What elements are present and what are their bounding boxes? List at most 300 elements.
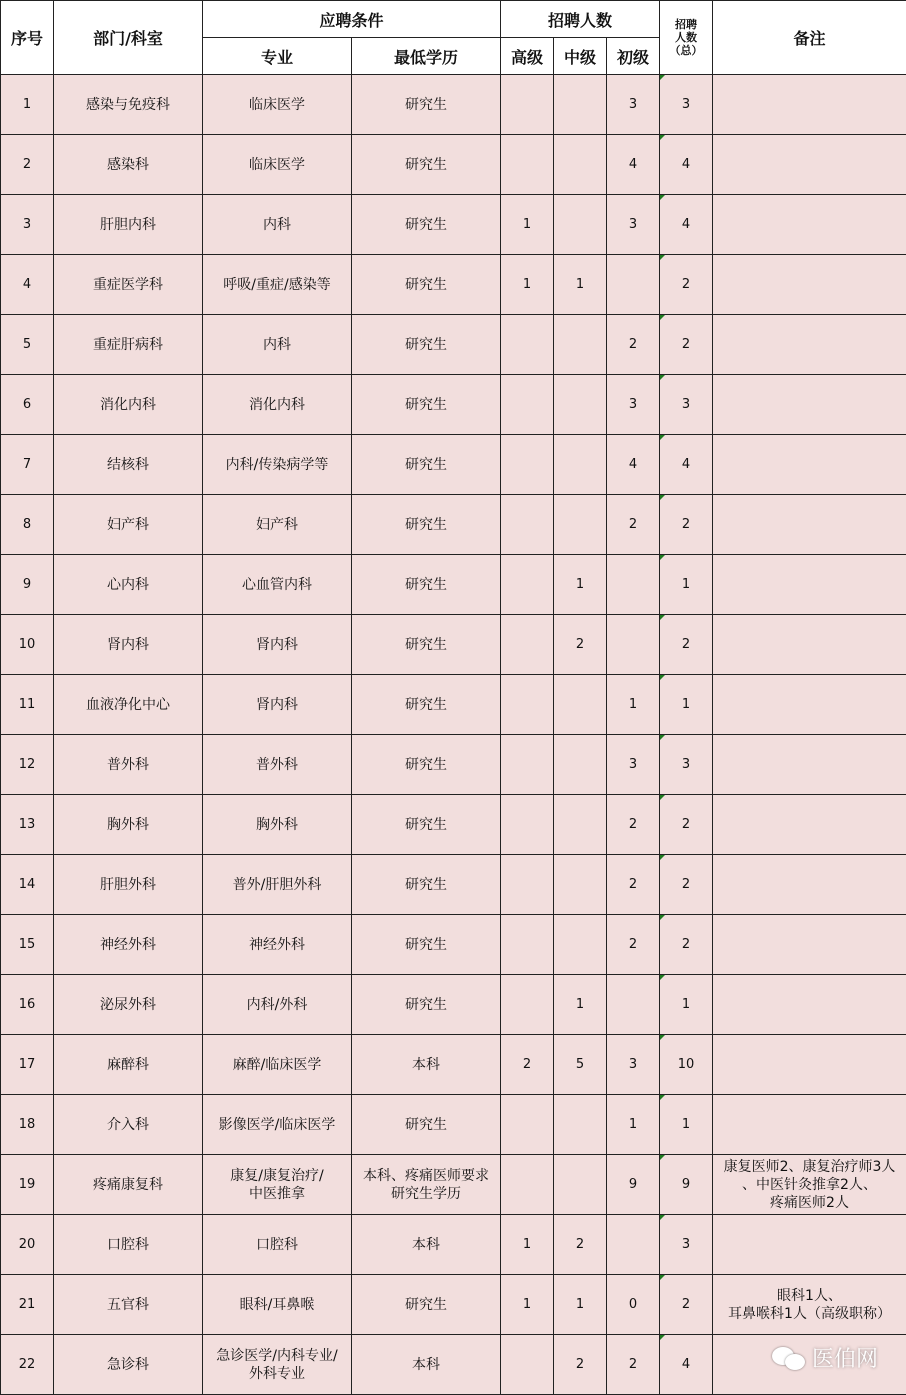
cell-junior (607, 855, 660, 915)
cell-middle (554, 615, 607, 675)
cell-education (352, 75, 501, 135)
cell-major (203, 1155, 352, 1215)
cell-major (203, 75, 352, 135)
table-row (1, 195, 906, 255)
cell-total (660, 1215, 713, 1275)
cell-remarks (713, 435, 906, 495)
cell-dept (54, 195, 203, 255)
cell-major (203, 195, 352, 255)
cell-senior (501, 555, 554, 615)
cell-middle-text: 2 (575, 636, 585, 652)
cell-comment-marker (660, 1035, 665, 1040)
cell-seq-text: 2 (22, 156, 32, 172)
cell-major-text: 内科/外科 (246, 996, 308, 1013)
cell-total-text: 2 (681, 936, 691, 952)
cell-junior (607, 795, 660, 855)
cell-junior (607, 195, 660, 255)
table-row (1, 1155, 906, 1215)
cell-total (660, 75, 713, 135)
cell-senior-text: 2 (522, 1056, 532, 1072)
cell-comment-marker (660, 1095, 665, 1100)
cell-education-text: 研究生 (405, 696, 447, 713)
cell-dept-text: 神经外科 (100, 936, 156, 953)
table-row (1, 75, 906, 135)
cell-seq-text: 15 (18, 936, 36, 952)
cell-remarks (713, 615, 906, 675)
cell-education (352, 975, 501, 1035)
cell-senior-text: 1 (522, 1296, 532, 1312)
cell-seq (1, 855, 54, 915)
cell-junior (607, 615, 660, 675)
cell-total (660, 1035, 713, 1095)
cell-education-text: 研究生 (405, 516, 447, 533)
cell-dept-text: 消化内科 (100, 396, 156, 413)
cell-seq-text: 12 (18, 756, 36, 772)
cell-total-text: 1 (681, 1116, 691, 1132)
cell-remarks (713, 975, 906, 1035)
cell-major (203, 555, 352, 615)
cell-senior (501, 1215, 554, 1275)
cell-major-text: 肾内科 (256, 696, 298, 713)
cell-junior-text: 3 (628, 216, 638, 232)
table-row (1, 495, 906, 555)
cell-seq (1, 1155, 54, 1215)
cell-remarks-text: 康复医师2、康复治疗师3人 、中医针灸推拿2人、 疼痛医师2人 (723, 1158, 896, 1211)
cell-senior-text: 1 (522, 216, 532, 232)
cell-junior-text: 4 (628, 456, 638, 472)
cell-education (352, 1275, 501, 1335)
cell-dept (54, 975, 203, 1035)
cell-total (660, 795, 713, 855)
table-row (1, 615, 906, 675)
cell-dept (54, 1155, 203, 1215)
cell-major (203, 615, 352, 675)
cell-senior (501, 1095, 554, 1155)
cell-comment-marker (660, 1155, 665, 1160)
cell-dept (54, 555, 203, 615)
cell-total (660, 915, 713, 975)
cell-remarks (713, 75, 906, 135)
cell-dept-text: 肝胆内科 (100, 216, 156, 233)
cell-seq (1, 1275, 54, 1335)
cell-seq (1, 315, 54, 375)
cell-middle (554, 1215, 607, 1275)
cell-seq-text: 1 (22, 96, 32, 112)
header-major: 专业 (203, 38, 352, 75)
cell-education-text: 研究生 (405, 396, 447, 413)
cell-middle (554, 795, 607, 855)
cell-dept (54, 75, 203, 135)
cell-remarks (713, 1095, 906, 1155)
cell-middle (554, 675, 607, 735)
cell-middle (554, 135, 607, 195)
cell-middle-text: 5 (575, 1056, 585, 1072)
cell-remarks (713, 1155, 906, 1215)
cell-senior (501, 915, 554, 975)
cell-major (203, 1335, 352, 1395)
cell-education-text: 研究生 (405, 1116, 447, 1133)
cell-seq-text: 5 (22, 336, 32, 352)
cell-education (352, 255, 501, 315)
cell-dept-text: 重症肝病科 (93, 336, 163, 353)
cell-remarks (713, 555, 906, 615)
cell-dept-text: 泌尿外科 (100, 996, 156, 1013)
cell-junior-text: 3 (628, 1056, 638, 1072)
cell-seq-text: 19 (18, 1176, 36, 1192)
cell-education-text: 本科 (412, 1236, 440, 1253)
cell-major-text: 肾内科 (256, 636, 298, 653)
cell-remarks (713, 135, 906, 195)
cell-dept-text: 心内科 (107, 576, 149, 593)
cell-seq (1, 1335, 54, 1395)
cell-dept (54, 1035, 203, 1095)
cell-education (352, 615, 501, 675)
header-total (660, 1, 713, 75)
cell-major (203, 915, 352, 975)
cell-senior (501, 495, 554, 555)
cell-education (352, 675, 501, 735)
cell-total (660, 255, 713, 315)
cell-major (203, 315, 352, 375)
cell-junior (607, 1155, 660, 1215)
cell-total-text: 4 (681, 216, 691, 232)
cell-dept (54, 435, 203, 495)
cell-comment-marker (660, 315, 665, 320)
cell-junior-text: 3 (628, 96, 638, 112)
cell-total (660, 555, 713, 615)
cell-education (352, 135, 501, 195)
table-row (1, 1035, 906, 1095)
cell-total (660, 1335, 713, 1395)
cell-major (203, 855, 352, 915)
cell-dept (54, 795, 203, 855)
cell-junior (607, 675, 660, 735)
cell-dept-text: 麻醉科 (107, 1056, 149, 1073)
cell-dept-text: 急诊科 (107, 1356, 149, 1373)
cell-dept (54, 615, 203, 675)
cell-remarks (713, 1035, 906, 1095)
cell-junior-text: 0 (628, 1296, 638, 1312)
cell-dept (54, 735, 203, 795)
cell-junior (607, 75, 660, 135)
cell-education-text: 研究生 (405, 156, 447, 173)
table-row (1, 435, 906, 495)
cell-middle (554, 75, 607, 135)
cell-senior (501, 615, 554, 675)
cell-junior-text: 2 (628, 516, 638, 532)
cell-junior (607, 495, 660, 555)
cell-major (203, 375, 352, 435)
cell-major-text: 普外/肝胆外科 (232, 876, 322, 893)
cell-education (352, 855, 501, 915)
table-row (1, 555, 906, 615)
cell-middle (554, 375, 607, 435)
cell-middle-text: 1 (575, 1296, 585, 1312)
cell-dept (54, 855, 203, 915)
cell-senior-text: 1 (522, 1236, 532, 1252)
cell-junior (607, 1275, 660, 1335)
cell-major-text: 康复/康复治疗/ 中医推拿 (230, 1167, 324, 1202)
cell-comment-marker (660, 435, 665, 440)
cell-comment-marker (660, 915, 665, 920)
cell-education (352, 495, 501, 555)
cell-education (352, 1035, 501, 1095)
cell-dept (54, 1215, 203, 1275)
cell-remarks (713, 495, 906, 555)
cell-total-text: 3 (681, 1236, 691, 1252)
cell-senior-text: 1 (522, 276, 532, 292)
header-senior: 高级 (501, 38, 554, 75)
cell-dept-text: 口腔科 (107, 1236, 149, 1253)
cell-senior (501, 1155, 554, 1215)
cell-seq-text: 6 (22, 396, 32, 412)
cell-seq (1, 795, 54, 855)
table-row (1, 735, 906, 795)
cell-seq-text: 22 (18, 1356, 36, 1372)
cell-seq-text: 7 (22, 456, 32, 472)
cell-education-text: 研究生 (405, 1296, 447, 1313)
header-education: 最低学历 (352, 38, 501, 75)
cell-seq-text: 21 (18, 1296, 36, 1312)
cell-total-text: 3 (681, 396, 691, 412)
cell-middle-text: 1 (575, 576, 585, 592)
cell-middle (554, 555, 607, 615)
cell-major-text: 口腔科 (256, 1236, 298, 1253)
cell-remarks-text: 眼科1人、 耳鼻喉科1人（高级职称） (728, 1287, 891, 1322)
cell-dept (54, 1095, 203, 1155)
cell-junior (607, 315, 660, 375)
cell-comment-marker (660, 135, 665, 140)
cell-middle (554, 1275, 607, 1335)
cell-comment-marker (660, 255, 665, 260)
cell-total-text: 2 (681, 336, 691, 352)
cell-education (352, 435, 501, 495)
table-body (1, 75, 906, 1395)
cell-major-text: 内科 (263, 216, 291, 233)
cell-total (660, 1275, 713, 1335)
cell-education-text: 研究生 (405, 216, 447, 233)
cell-junior-text: 3 (628, 396, 638, 412)
header-total-line2: 人数 (675, 31, 698, 44)
cell-senior (501, 75, 554, 135)
cell-education-text: 研究生 (405, 636, 447, 653)
cell-middle (554, 1035, 607, 1095)
cell-major-text: 心血管内科 (242, 576, 312, 593)
cell-total (660, 315, 713, 375)
header-conditions: 应聘条件 (203, 1, 501, 38)
cell-seq (1, 135, 54, 195)
cell-seq (1, 435, 54, 495)
cell-total (660, 975, 713, 1035)
cell-dept-text: 疼痛康复科 (93, 1176, 163, 1193)
cell-major (203, 735, 352, 795)
table-row (1, 1335, 906, 1395)
cell-education (352, 1155, 501, 1215)
cell-senior (501, 255, 554, 315)
cell-dept-text: 五官科 (107, 1296, 149, 1313)
cell-total (660, 135, 713, 195)
cell-junior (607, 1095, 660, 1155)
cell-education-text: 研究生 (405, 756, 447, 773)
cell-major-text: 普外科 (256, 756, 298, 773)
cell-seq (1, 915, 54, 975)
cell-dept-text: 感染与免疫科 (86, 96, 170, 113)
cell-seq (1, 555, 54, 615)
cell-junior (607, 1335, 660, 1395)
cell-major-text: 影像医学/临床医学 (218, 1116, 336, 1133)
cell-total (660, 1155, 713, 1215)
cell-senior (501, 435, 554, 495)
cell-middle-text: 2 (575, 1236, 585, 1252)
cell-major-text: 胸外科 (256, 816, 298, 833)
cell-dept (54, 675, 203, 735)
cell-junior-text: 1 (628, 1116, 638, 1132)
cell-major (203, 795, 352, 855)
cell-education (352, 735, 501, 795)
cell-dept-text: 介入科 (107, 1116, 149, 1133)
header-dept: 部门/科室 (54, 1, 203, 75)
table-row (1, 1215, 906, 1275)
cell-seq-text: 17 (18, 1056, 36, 1072)
cell-dept (54, 255, 203, 315)
header-total-line1: 招聘 (675, 18, 698, 31)
cell-seq-text: 10 (18, 636, 36, 652)
cell-major-text: 妇产科 (256, 516, 298, 533)
header-middle: 中级 (554, 38, 607, 75)
cell-major-text: 急诊医学/内科专业/ 外科专业 (216, 1347, 338, 1382)
wechat-icon (772, 1345, 806, 1371)
cell-total (660, 1095, 713, 1155)
cell-senior (501, 975, 554, 1035)
cell-middle (554, 255, 607, 315)
cell-total-text: 4 (681, 1356, 691, 1372)
cell-total-text: 1 (681, 996, 691, 1012)
cell-seq-text: 14 (18, 876, 36, 892)
cell-total-text: 3 (681, 756, 691, 772)
cell-seq-text: 9 (22, 576, 32, 592)
cell-junior-text: 9 (628, 1176, 638, 1192)
cell-middle (554, 735, 607, 795)
cell-senior (501, 735, 554, 795)
cell-education-text: 研究生 (405, 96, 447, 113)
cell-senior (501, 375, 554, 435)
cell-education (352, 1215, 501, 1275)
cell-remarks (713, 675, 906, 735)
cell-middle (554, 855, 607, 915)
cell-education (352, 375, 501, 435)
cell-junior-text: 2 (628, 876, 638, 892)
cell-junior-text: 4 (628, 156, 638, 172)
cell-major-text: 麻醉/临床医学 (232, 1056, 322, 1073)
table-row (1, 315, 906, 375)
cell-total-text: 3 (681, 96, 691, 112)
cell-major-text: 内科/传染病学等 (225, 456, 329, 473)
cell-middle-text: 1 (575, 996, 585, 1012)
cell-seq (1, 675, 54, 735)
cell-education (352, 1095, 501, 1155)
cell-junior-text: 1 (628, 696, 638, 712)
cell-education (352, 795, 501, 855)
cell-senior (501, 1275, 554, 1335)
cell-seq (1, 495, 54, 555)
cell-dept-text: 妇产科 (107, 516, 149, 533)
cell-junior (607, 1035, 660, 1095)
cell-remarks (713, 795, 906, 855)
table-row (1, 255, 906, 315)
cell-major-text: 临床医学 (249, 156, 305, 173)
cell-senior (501, 1335, 554, 1395)
cell-remarks (713, 315, 906, 375)
cell-junior (607, 915, 660, 975)
cell-total-text: 4 (681, 156, 691, 172)
cell-total-text: 2 (681, 1296, 691, 1312)
cell-total (660, 615, 713, 675)
table-row (1, 1095, 906, 1155)
cell-senior (501, 675, 554, 735)
cell-senior (501, 315, 554, 375)
cell-total-text: 10 (677, 1056, 695, 1072)
cell-dept-text: 胸外科 (107, 816, 149, 833)
cell-major (203, 435, 352, 495)
cell-dept (54, 915, 203, 975)
table-row (1, 1275, 906, 1335)
table-row (1, 675, 906, 735)
cell-total-text: 2 (681, 876, 691, 892)
cell-education (352, 555, 501, 615)
cell-total (660, 735, 713, 795)
cell-major (203, 675, 352, 735)
cell-comment-marker (660, 1215, 665, 1220)
cell-major (203, 1095, 352, 1155)
cell-seq-text: 4 (22, 276, 32, 292)
cell-seq-text: 13 (18, 816, 36, 832)
cell-middle (554, 1335, 607, 1395)
cell-major-text: 内科 (263, 336, 291, 353)
cell-seq-text: 3 (22, 216, 32, 232)
cell-education (352, 915, 501, 975)
cell-major (203, 1275, 352, 1335)
cell-education-text: 研究生 (405, 576, 447, 593)
cell-comment-marker (660, 675, 665, 680)
cell-total-text: 4 (681, 456, 691, 472)
cell-seq (1, 735, 54, 795)
cell-senior (501, 795, 554, 855)
cell-middle (554, 195, 607, 255)
cell-seq-text: 11 (18, 696, 36, 712)
cell-middle (554, 435, 607, 495)
cell-comment-marker (660, 195, 665, 200)
cell-senior (501, 1035, 554, 1095)
cell-total-text: 9 (681, 1176, 691, 1192)
cell-total-text: 2 (681, 636, 691, 652)
cell-major-text: 呼吸/重症/感染等 (223, 276, 331, 293)
cell-junior (607, 735, 660, 795)
cell-middle (554, 315, 607, 375)
cell-seq-text: 16 (18, 996, 36, 1012)
cell-major (203, 1035, 352, 1095)
table-row (1, 135, 906, 195)
cell-major-text: 消化内科 (249, 396, 305, 413)
cell-senior (501, 135, 554, 195)
cell-remarks (713, 1215, 906, 1275)
cell-education-text: 本科 (412, 1056, 440, 1073)
cell-seq (1, 975, 54, 1035)
cell-dept-text: 肾内科 (107, 636, 149, 653)
cell-total (660, 675, 713, 735)
cell-seq (1, 375, 54, 435)
cell-total (660, 435, 713, 495)
cell-seq (1, 1095, 54, 1155)
